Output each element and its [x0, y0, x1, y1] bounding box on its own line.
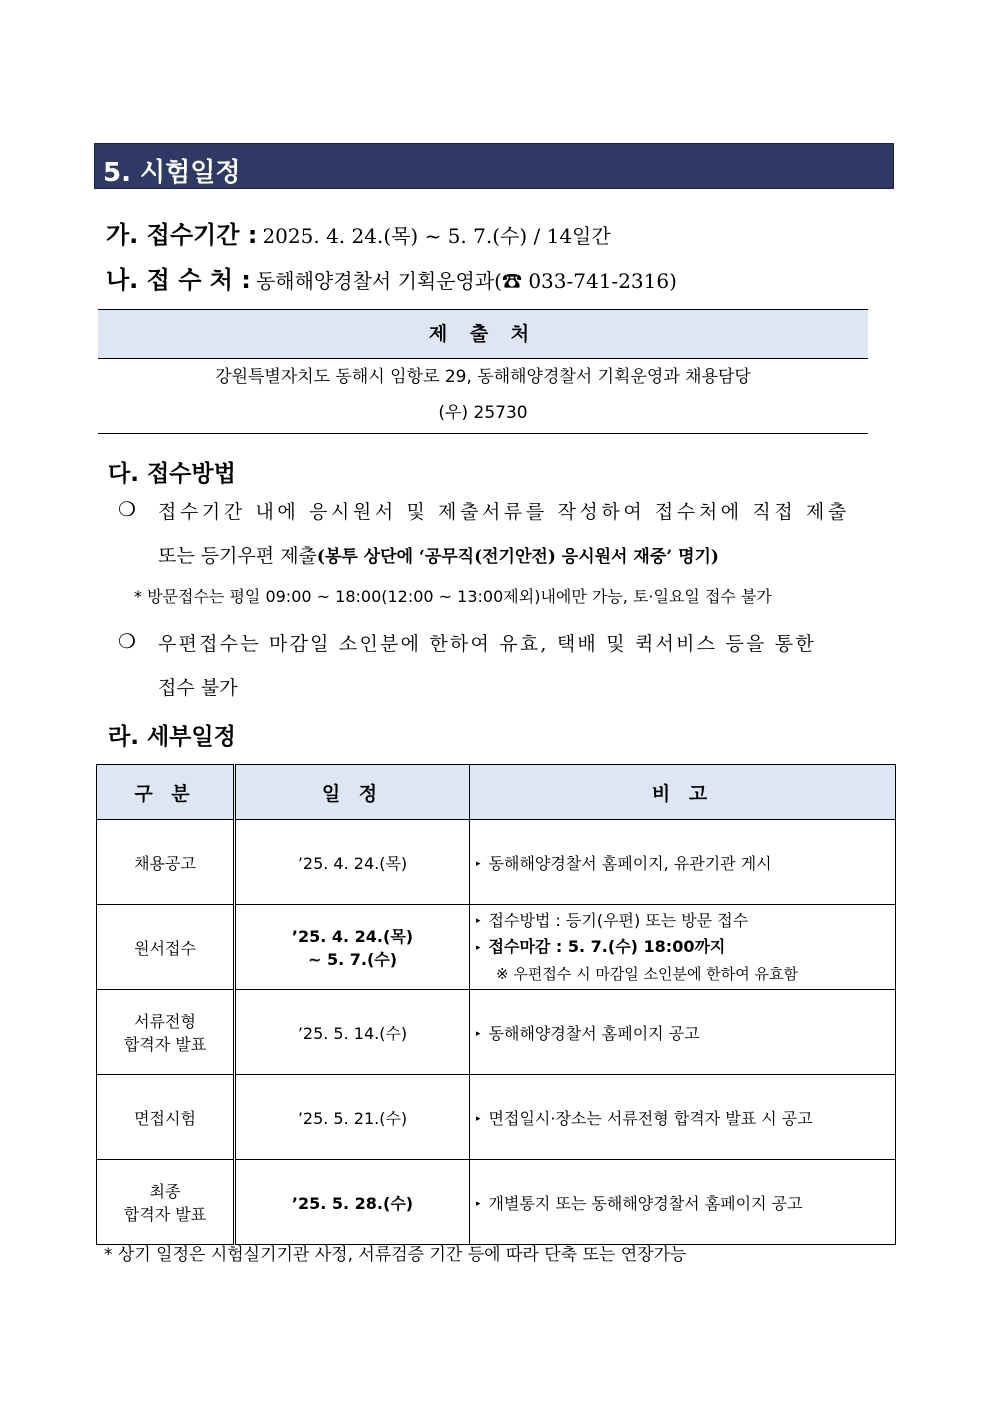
row-date: ’25. 5. 14.(수) — [235, 990, 470, 1075]
row-remark-text: 동해해양경찰서 홈페이지 공고 — [488, 1023, 700, 1043]
schedule-table — [96, 764, 896, 1245]
method-bullet-1-line-2-b: (봉투 상단에 ‘공무직(전기안전) 응시원서 재중’ 명기) — [316, 547, 719, 567]
schedule-heading: 라. 세부일정 — [108, 724, 236, 750]
receipt-period-value: 2025. 4. 24.(목) ~ 5. 7.(수) / 14일간 — [262, 224, 611, 248]
bullet-icon: ❍ — [118, 629, 136, 653]
row-remark — [470, 990, 896, 1075]
row-remark — [470, 905, 896, 990]
arrow-icon: ▸ — [476, 1199, 481, 1209]
row-date: ’25. 5. 28.(수) — [235, 1160, 470, 1245]
row-date — [235, 905, 470, 990]
row-remark — [470, 820, 896, 905]
arrow-icon: ▸ — [476, 859, 481, 869]
method-bullet-2-line-1: 우편접수는 마감일 소인분에 한하여 유효, 택배 및 퀵서비스 등을 통한 — [158, 633, 816, 655]
row-date-start: ’25. 4. 24.(목) — [291, 927, 414, 946]
address-box-body — [98, 359, 868, 433]
receipt-office-label: 나. 접 수 처 : — [106, 266, 251, 294]
row-remark — [470, 1075, 896, 1160]
method-bullet-1-line-2-a: 또는 등기우편 제출 — [158, 545, 317, 567]
method-bullet-1-line-2 — [158, 541, 719, 568]
header-category: 구 분 — [97, 765, 235, 820]
address-box — [98, 309, 868, 434]
row-remark — [470, 1160, 896, 1245]
address-box-header: 제 출 처 — [98, 310, 868, 359]
table-row — [97, 990, 896, 1075]
table-row — [97, 905, 896, 990]
row-category-line-1: 서류전형 — [134, 1012, 196, 1031]
arrow-icon: ▸ — [476, 916, 481, 926]
row-category-line-2: 합격자 발표 — [123, 1205, 207, 1224]
table-header-row — [97, 765, 896, 820]
section-header — [94, 143, 894, 189]
bullet-icon: ❍ — [118, 497, 136, 521]
arrow-icon: ▸ — [476, 1114, 481, 1124]
row-remark-note: ※ 우편접수 시 마감일 소인분에 한하여 유효함 — [496, 964, 798, 983]
table-row — [97, 820, 896, 905]
row-category: 채용공고 — [97, 820, 235, 905]
row-category — [97, 990, 235, 1075]
row-remark-deadline: 접수마감 : 5. 7.(수) 18:00까지 — [488, 937, 726, 956]
row-date: ’25. 4. 24.(목) — [235, 820, 470, 905]
visit-note: * 방문접수는 평일 09:00 ~ 18:00(12:00 ~ 13:00제외)내에만 가능, 토·일요일 접수 불가 — [134, 587, 772, 606]
table-row — [97, 1075, 896, 1160]
arrow-icon: ▸ — [476, 942, 481, 953]
section-title: 5. 시험일정 — [103, 158, 241, 188]
header-remarks: 비 고 — [470, 765, 896, 820]
receipt-office-value: 동해해양경찰서 기획운영과(☎ 033-741-2316) — [255, 269, 677, 293]
row-remark-text: 개별통지 또는 동해해양경찰서 홈페이지 공고 — [488, 1193, 803, 1213]
receipt-period — [106, 215, 611, 250]
row-category — [97, 1160, 235, 1245]
row-category-line-2: 합격자 발표 — [123, 1035, 207, 1054]
row-date-end: ~ 5. 7.(수) — [307, 950, 398, 969]
method-heading: 다. 접수방법 — [108, 461, 236, 487]
row-remark-text: 동해해양경찰서 홈페이지, 유관기관 게시 — [488, 853, 772, 873]
postal-code: (우) 25730 — [438, 403, 528, 423]
row-remark-method: 접수방법 : 등기(우편) 또는 방문 접수 — [488, 910, 749, 930]
schedule-footnote: * 상기 일정은 시험실기기관 사정, 서류검증 기간 등에 따라 단축 또는 연장가능 — [104, 1245, 687, 1265]
method-bullet-2-line-2: 접수 불가 — [158, 677, 238, 699]
table-row — [97, 1160, 896, 1245]
address-line: 강원특별자치도 동해시 임항로 29, 동해해양경찰서 기획운영과 채용담당 — [215, 367, 751, 387]
row-date: ’25. 5. 21.(수) — [235, 1075, 470, 1160]
row-category: 면접시험 — [97, 1075, 235, 1160]
row-category-line-1: 최종 — [149, 1182, 181, 1201]
receipt-period-label: 가. 접수기간 : — [106, 221, 258, 249]
arrow-icon: ▸ — [476, 1029, 481, 1039]
row-category: 원서접수 — [97, 905, 235, 990]
row-remark-text: 면접일시·장소는 서류전형 합격자 발표 시 공고 — [488, 1108, 813, 1128]
method-bullet-1-line-1: 접수기간 내에 응시원서 및 제출서류를 작성하여 접수처에 직접 제출 — [158, 501, 850, 523]
header-schedule: 일 정 — [235, 765, 470, 820]
receipt-office — [106, 260, 677, 295]
